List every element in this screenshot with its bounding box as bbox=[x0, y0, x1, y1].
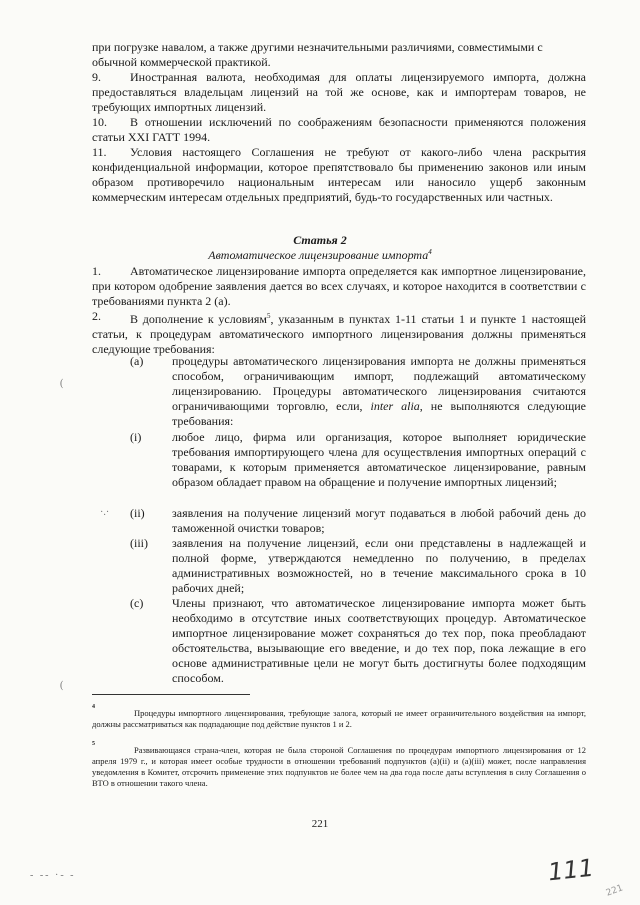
item-9-text: Иностранная валюта, необходимая для оплаты лицензируемого импорта, должна предоставляться владельцам лицензий на той же основе, как и импортерам товаров, не требующих импортных лицензий. bbox=[92, 70, 586, 114]
para-number-2: 2. bbox=[92, 309, 101, 323]
subitem-iii-text: заявления на получение лицензий, если они представлены в надлежащей и полной форме, утверждаются немедленно по получению, в пределах административных возможностей, но в течение максимального срока в 10 рабочих дней; bbox=[172, 536, 586, 595]
item-number-11: 11. bbox=[92, 145, 107, 159]
subitem-i-text: любое лицо, фирма или организация, которое выполняет юридические требования импортирующего члена для осуществления импортных операций с товарами, к которым применяется автоматическое лицензирование, равным образом обладает правом на обращение и получение импортных лицензий; bbox=[172, 430, 586, 489]
item-number-10: 10. bbox=[92, 115, 107, 129]
footnote-ref-5: 5 bbox=[266, 312, 271, 320]
scan-speck: ( bbox=[60, 378, 64, 389]
footnote-number-4: 4 bbox=[92, 704, 95, 710]
article-subtitle: Автоматическое лицензирование импорта$^4$ bbox=[208, 248, 432, 262]
para-number-1: 1. bbox=[92, 264, 101, 278]
scan-speck: ·.· bbox=[100, 507, 110, 518]
para-2-text: В дополнение к условиям$^5$, указанным в пунктах 1-11 статьи 1 и пункте 1 настоящей статьи, к процедурам автоматического импортного лицензирования должны применяться следующие требования: bbox=[92, 312, 587, 356]
scan-speck: ( bbox=[60, 680, 64, 691]
handwritten-page-mark: 111 bbox=[546, 853, 596, 887]
item-number-9: 9. bbox=[92, 70, 101, 84]
subitem-label-c: (c) bbox=[130, 596, 144, 610]
footnote-4-text: Процедуры импортного лицензирования, требующие залога, который не имеет ограничительного воздействия на импорт, должны рассматриваться как подпадающие под действие пунктов 1 и 2. bbox=[92, 708, 586, 729]
continued-line-1: при погрузке навалом, а также другими незначительными различиями, совместимыми с bbox=[92, 40, 543, 54]
subitem-ii-text: заявления на получение лицензий могут подаваться в любой рабочий день до таможенной очистки товаров; bbox=[172, 506, 586, 535]
subitem-label-i: (i) bbox=[130, 430, 142, 444]
subitem-label-ii: (ii) bbox=[130, 506, 145, 520]
item-10-text: В отношении исключений по соображениям безопасности применяются положения статьи XXI ГАТТ 1994. bbox=[92, 115, 586, 144]
subitem-a-text: процедуры автоматического лицензирования импорта не должны применяться способом, ограничивающим импорт, подлежащий автоматическому лицензированию. Процедуры автоматического лицензирования считаются ограничивающими торговлю, если, inter alia, не выполняются следующие требования: bbox=[172, 354, 586, 428]
subitem-label-iii: (iii) bbox=[130, 536, 148, 550]
page-number: 221 bbox=[311, 818, 329, 830]
continued-line-2: обычной коммерческой практикой. bbox=[92, 55, 271, 69]
footnote-5-text: Развивающаяся страна-член, которая не была стороной Соглашения по процедурам импортного лицензирования от 12 апреля 1979 г., и которая имеет особые трудности в отношении требований подпунктов (a)(ii) и (a)(iii) может, после направления уведомления в Комитет, отсрочить применение этих подпунктов не более чем на два года после даты вступления в силу Соглашения о ВТО в отношении такого члена. bbox=[92, 745, 586, 788]
subitem-label-a: (a) bbox=[130, 354, 144, 368]
item-11-text: Условия настоящего Соглашения не требуют от какого-либо члена раскрытия конфиденциальной информации, которое препятствовало бы применению законов или иным образом противоречило национальным интересам или наносило ущерб законным коммерческим интересам отдельных предприятий, будь-то государственных или частных. bbox=[92, 145, 586, 204]
article-title: Статья 2 bbox=[293, 233, 347, 247]
scan-speck: - -- ·- - bbox=[30, 870, 76, 881]
para-1-text: Автоматическое лицензирование импорта определяется как импортное лицензирование, при котором одобрение заявления дается во всех случаях, и которое находится в соответствии с требованиями пункта 2 (а). bbox=[92, 264, 586, 308]
footnote-number-5: 5 bbox=[92, 741, 95, 747]
footnote-separator bbox=[92, 694, 250, 695]
subitem-c-text: Члены признают, что автоматическое лицензирование импорта может быть необходимо в отсутствие иных соответствующих процедур. Автоматическое импортное лицензирование может сохраняться до тех пор, пока преобладают обстоятельства, вызывающие его введение, и до тех пор, пока лежащие в его основе административные цели не могут быть достигнуты более подходящим способом. bbox=[172, 596, 586, 685]
handwritten-corner-mark: 221 bbox=[604, 883, 625, 899]
footnote-ref-4: 4 bbox=[428, 248, 432, 256]
